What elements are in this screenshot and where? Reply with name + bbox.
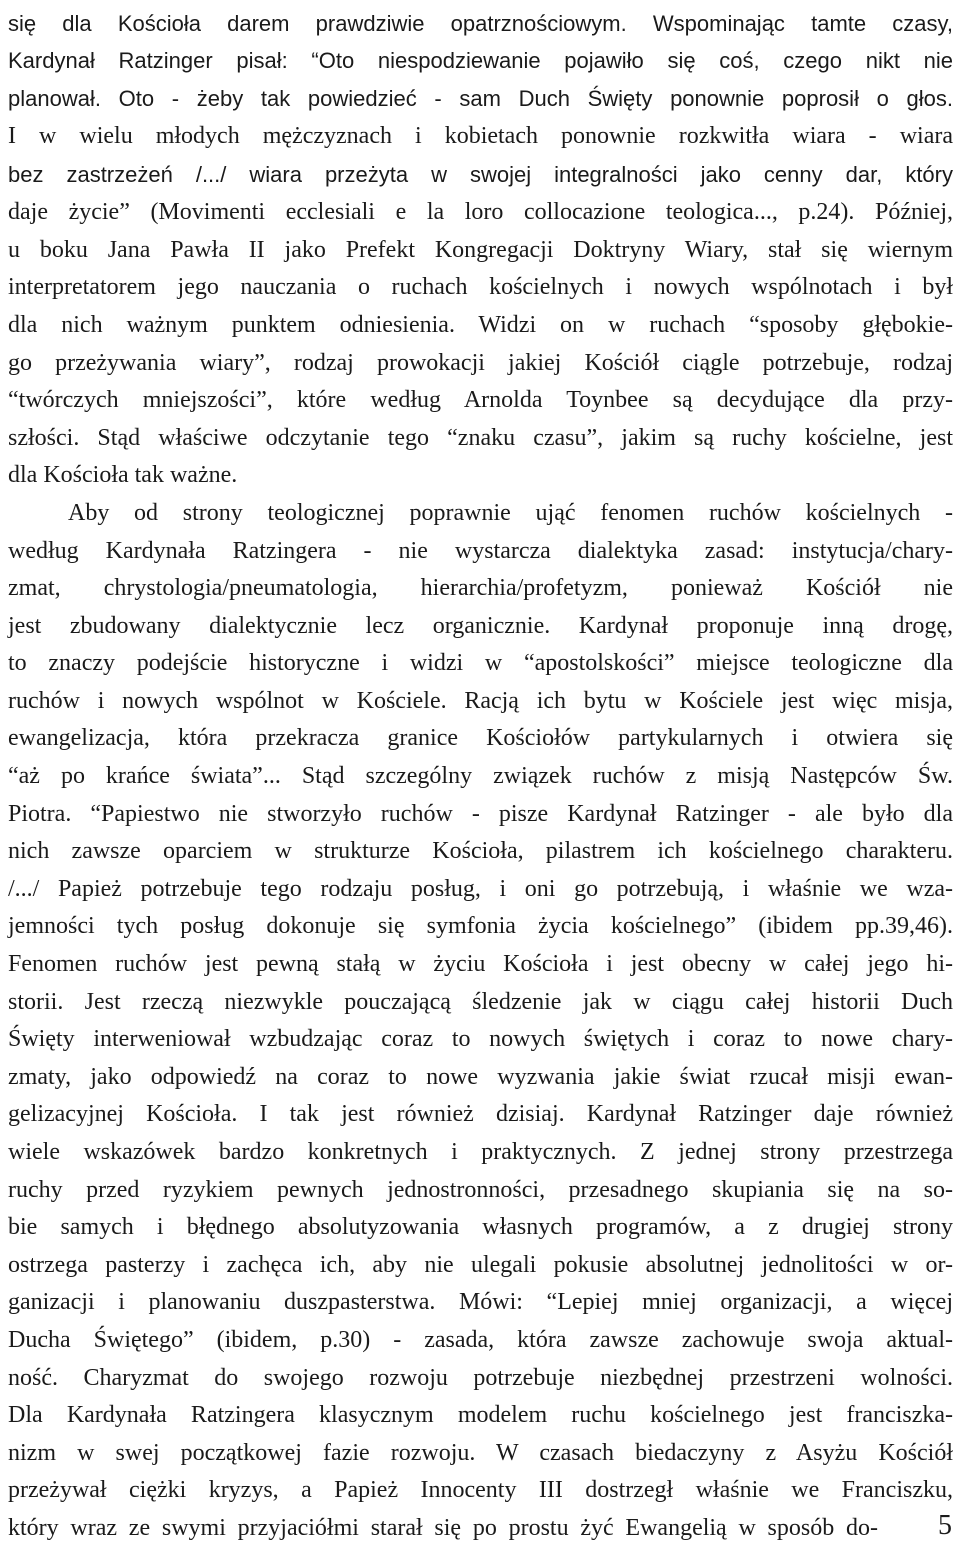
text-line: zmat, chrystologia/pneumatologia, hierarchia/profetyzm, ponieważ Kościół nie	[8, 575, 953, 601]
page-number: 5	[938, 1510, 952, 1541]
text-line: wiele wskazówek bardzo konkretnych i praktycznych. Z jednej strony przestrzega	[8, 1139, 953, 1165]
text-line: Fenomen ruchów jest pewną stałą w życiu Kościoła i jest obecny w całej jego hi-	[8, 951, 953, 977]
text-line: I w wielu młodych mężczyznach i kobietach ponownie rozkwitła wiara - wiara	[8, 123, 953, 149]
text-line: ganizacji i planowaniu duszpasterstwa. Mówi: “Lepiej mniej organizacji, a więcej	[8, 1289, 953, 1315]
text-line: planował. Oto - żeby tak powiedzieć - sam Duch Święty ponownie poprosił o głos.	[8, 86, 953, 111]
text-line: przeżywał ciężki kryzys, a Papież Innocenty III dostrzegł właśnie we Franciszku,	[8, 1477, 953, 1503]
text-line: ność. Charyzmat do swojego rozwoju potrzebuje niezbędnej przestrzeni wolności.	[8, 1365, 953, 1391]
text-line: to znaczy podejście historyczne i widzi w “apostolskości” miejsce teologiczne dla	[8, 650, 953, 676]
text-line: ruchy przed ryzykiem pewnych jednostronności, przesadnego skupiania się na so-	[8, 1177, 953, 1203]
text-line: jemności tych posług dokonuje się symfonia życia kościelnego” (ibidem pp.39,46).	[8, 913, 953, 939]
text-line: u boku Jana Pawła II jako Prefekt Kongregacji Doktryny Wiary, stał się wiernym	[8, 237, 953, 263]
text-line: daje życie” (Movimenti ecclesiali e la loro collocazione teologica..., p.24). Później,	[8, 199, 953, 225]
text-line: Piotra. “Papiestwo nie stworzyło ruchów - pisze Kardynał Ratzinger - ale było dla	[8, 801, 953, 827]
text-line: ruchów i nowych wspólnot w Kościele. Racją ich bytu w Kościele jest więc misja,	[8, 688, 953, 714]
text-line: /.../ Papież potrzebuje tego rodzaju posług, i oni go potrzebują, i właśnie we wza-	[8, 876, 953, 902]
text-line: Kardynał Ratzinger pisał: “Oto niespodziewanie pojawiło się coś, czego nikt nie	[8, 48, 953, 73]
text-line: Święty interweniował wzbudzając coraz to nowych świętych i coraz to nowe chary-	[8, 1026, 953, 1052]
text-line: szłości. Stąd właściwe odczytanie tego “znaku czasu”, jakim są ruchy kościelne, jest	[8, 425, 953, 451]
text-line: Ducha Świętego” (ibidem, p.30) - zasada, która zawsze zachowuje swoja aktual-	[8, 1327, 953, 1353]
text-line: storii. Jest rzeczą niezwykle pouczającą śledzenie jak w ciągu całej historii Duch	[8, 989, 953, 1015]
text-line: według Kardynała Ratzingera - nie wystarcza dialektyka zasad: instytucja/chary-	[8, 538, 953, 564]
text-line: “aż po krańce świata”... Stąd szczególny związek ruchów z misją Następców Św.	[8, 763, 953, 789]
paragraph-first-line: Aby od strony teologicznej poprawnie ująć fenomen ruchów kościelnych -	[68, 500, 953, 526]
text-line: jest zbudowany dialektycznie lecz organicznie. Kardynał proponuje inną drogę,	[8, 613, 953, 639]
text-line: gelizacyjnej Kościoła. I tak jest również dzisiaj. Kardynał Ratzinger daje również	[8, 1101, 953, 1127]
text-line: ostrzega pasterzy i zachęca ich, aby nie ulegali pokusie absolutnej jednolitości w or-	[8, 1252, 953, 1278]
text-line: bie samych i błędnego absolutyzowania własnych programów, a z drugiej strony	[8, 1214, 953, 1240]
text-line: dla Kościoła tak ważne.	[8, 462, 238, 488]
text-line: ewangelizacja, która przekracza granice Kościołów partykularnych i otwiera się	[8, 725, 953, 751]
text-line: który wraz ze swymi przyjaciółmi starał się po prostu żyć Ewangelią w sposób do-	[8, 1515, 878, 1541]
text-line: “twórczych mniejszości”, które według Arnolda Toynbee są decydujące dla przy-	[8, 387, 953, 413]
text-line: się dla Kościoła darem prawdziwie opatrznościowym. Wspominając tamte czasy,	[8, 11, 953, 36]
text-line: bez zastrzeżeń /.../ wiara przeżyta w swojej integralności jako cenny dar, który	[8, 162, 953, 187]
text-line: nich zawsze oparciem w strukturze Kościoła, pilastrem ich kościelnego charakteru.	[8, 838, 953, 864]
text-line: go przeżywania wiary”, rodzaj prowokacji jakiej Kościół ciągle potrzebuje, rodzaj	[8, 350, 953, 376]
text-line: nizm w swej początkowej fazie rozwoju. W czasach biedaczyny z Asyżu Kościół	[8, 1440, 953, 1466]
text-line: dla nich ważnym punktem odniesienia. Widzi on w ruchach “sposoby głębokie-	[8, 312, 953, 338]
text-line: interpretatorem jego nauczania o ruchach kościelnych i nowych wspólnotach i był	[8, 274, 953, 300]
text-line: Dla Kardynała Ratzingera klasycznym modelem ruchu kościelnego jest franciszka-	[8, 1402, 953, 1428]
text-line: zmaty, jako odpowiedź na coraz to nowe wyzwania jakie świat rzucał misji ewan-	[8, 1064, 953, 1090]
